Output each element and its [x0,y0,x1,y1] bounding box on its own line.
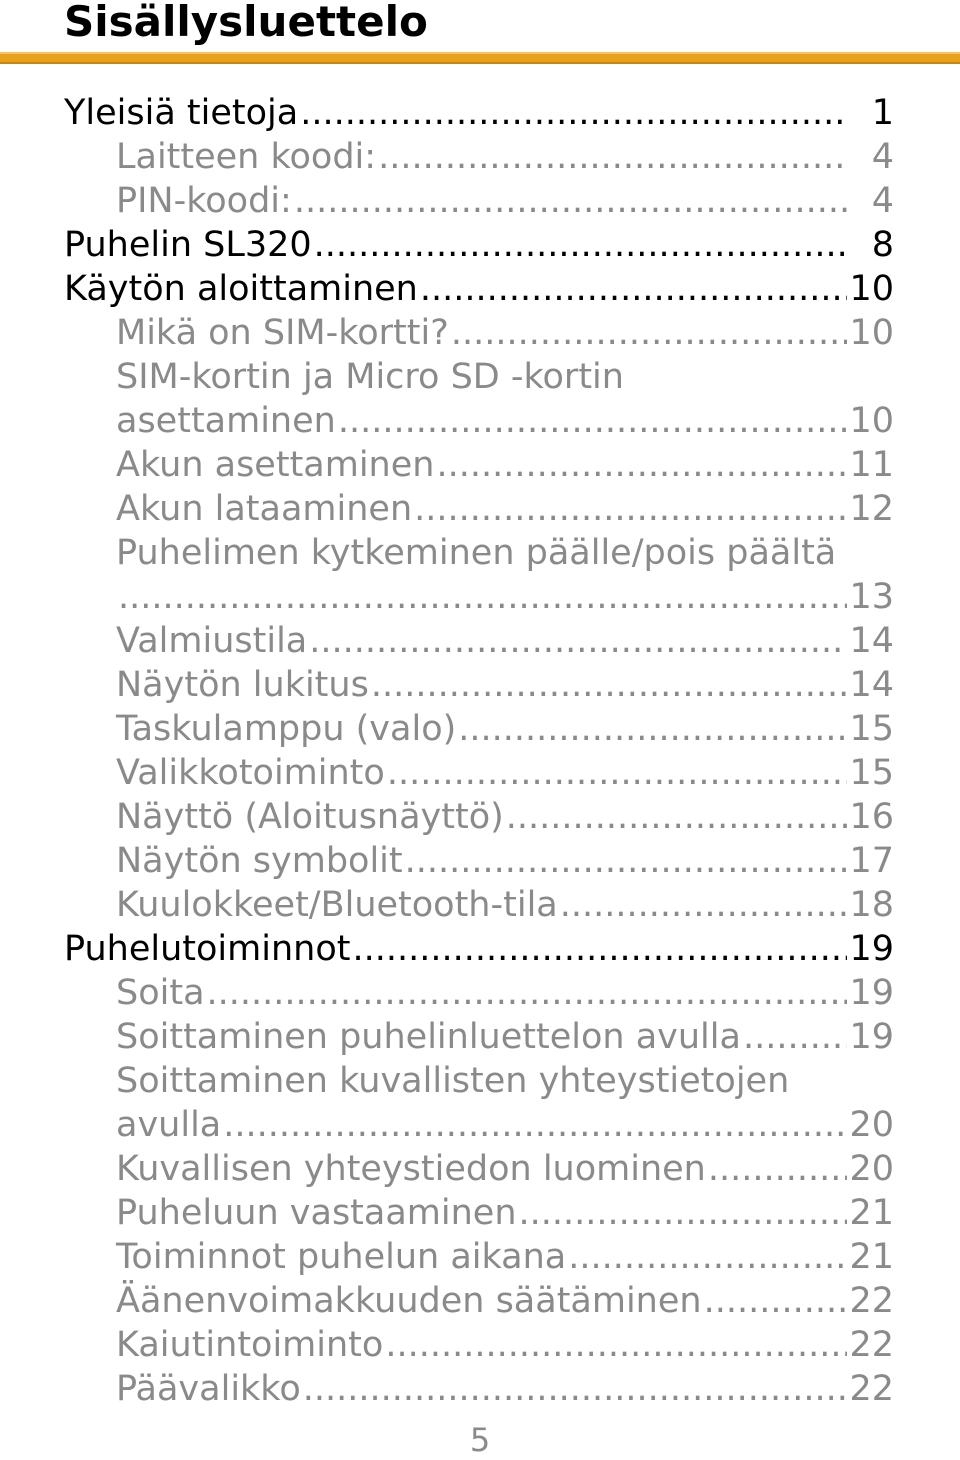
toc-section-link[interactable] [116,1279,894,1323]
dot-leader [420,267,848,311]
toc-entry[interactable] [0,839,960,883]
toc-entry-text: Yleisiä tietoja [64,93,299,133]
toc-section-link[interactable] [116,883,894,927]
toc-entry-text: Soittaminen kuvallisten yhteystietojen [116,1061,790,1101]
dot-leader [560,883,848,927]
toc-page-number: 19 [849,973,894,1013]
dot-leader [704,1279,848,1323]
toc-page-number: 22 [849,1281,894,1321]
toc-entry[interactable] [0,619,960,663]
dot-leader [223,1103,847,1147]
toc-page-number: 19 [849,1017,894,1057]
toc-entry[interactable] [0,443,960,487]
toc-entry[interactable] [0,223,960,267]
toc-entry[interactable] [0,971,960,1015]
title-underline [0,52,960,64]
toc-entry-text: Toiminnot puhelun aikana [116,1237,567,1277]
toc-entry-text: asettaminen [116,401,336,441]
toc-section-link[interactable] [116,487,894,531]
toc-page-number: 21 [849,1193,894,1233]
dot-leader [506,795,848,839]
toc-page-number: 20 [849,1149,894,1189]
toc-section-link[interactable] [116,443,894,487]
toc-chapter-link[interactable] [64,927,894,971]
toc-page-number: 15 [849,709,894,749]
toc-entry-text: Puhelin SL320 [64,225,312,265]
toc-entry[interactable] [0,1279,960,1323]
dot-leader [708,1147,848,1191]
toc-page-number: 19 [849,929,894,969]
toc-entry[interactable] [0,1147,960,1191]
toc-entry[interactable] [0,1235,960,1279]
toc-entry[interactable] [0,1191,960,1235]
toc-section-link[interactable] [116,1191,894,1235]
toc-entry-text: Taskulamppu (valo) [116,709,457,749]
toc-page-number: 4 [871,137,894,177]
toc-entry-text: Soittaminen puhelinluettelon avulla [116,1017,741,1057]
toc-section-link[interactable] [116,619,894,663]
toc-entry[interactable] [0,1367,960,1411]
toc-entry-text: Puhelutoiminnot [64,929,351,969]
toc-page-number: 17 [849,841,894,881]
dot-leader [207,971,848,1015]
toc-page-number: 22 [849,1325,894,1365]
dot-leader [743,1015,848,1059]
toc-entry[interactable] [0,883,960,927]
toc-entry-text: Akun lataaminen [116,489,413,529]
toc-entry[interactable] [0,91,960,135]
toc-entry-text: Äänenvoimakkuuden säätäminen [116,1281,702,1321]
dot-leader [519,1191,848,1235]
toc-page-number: 14 [849,665,894,705]
toc-entry[interactable] [0,135,960,179]
toc-entry-text: Mikä on SIM-kortti? [116,313,449,353]
toc-entry[interactable] [0,267,960,311]
toc-section-link[interactable] [116,1103,894,1147]
toc-page-number: 11 [849,445,894,485]
toc-entry[interactable] [0,707,960,751]
toc-page-number: 8 [871,225,894,265]
toc-page-number: 18 [849,885,894,925]
toc-page-number: 10 [849,313,894,353]
toc-entry[interactable] [0,663,960,707]
toc-page-number: 4 [871,181,894,221]
dot-leader [303,1367,848,1411]
toc-entry[interactable] [0,795,960,839]
toc-entry-text: Näytön lukitus [116,665,369,705]
toc-entry[interactable] [0,751,960,795]
dot-leader [294,179,848,223]
dot-leader [451,311,848,355]
toc-section-link[interactable] [116,1367,894,1411]
toc-entry-text: Puheluun vastaaminen [116,1193,517,1233]
toc-entry-wrapped-line [0,531,960,575]
toc-entry-text: SIM-kortin ja Micro SD -kortin [116,357,624,397]
toc-page-number: 1 [871,93,894,133]
dot-leader [338,399,848,443]
toc-page-number: 13 [849,577,894,617]
toc-entry-text: Näytön symbolit [116,841,403,881]
toc-section-link[interactable] [116,179,894,223]
toc-entry-text: avulla [116,1105,222,1145]
toc-page-number: 16 [849,797,894,837]
toc-section-link[interactable] [116,839,894,883]
toc-entry[interactable] [0,1103,960,1147]
toc-entry[interactable] [0,487,960,531]
toc-entry[interactable] [0,179,960,223]
toc-section-link[interactable] [116,135,894,179]
toc-entry-text: Soita [116,973,205,1013]
toc-section-link[interactable] [116,707,894,751]
toc-entry[interactable] [0,1323,960,1367]
toc-chapter-link[interactable] [64,267,894,311]
toc-page-number: 20 [849,1105,894,1145]
toc-entry-text: Päävalikko [116,1369,301,1409]
dot-leader [352,927,847,971]
table-of-contents [0,91,960,1411]
toc-entry-text: Näyttö (Aloitusnäyttö) [116,797,504,837]
toc-entry-wrapped-line [0,355,960,399]
dot-leader [568,1235,847,1279]
toc-page-number: 22 [849,1369,894,1409]
dot-leader [387,751,848,795]
toc-entry-text: Käytön aloittaminen [64,269,418,309]
toc-section-link[interactable] [116,311,894,355]
toc-entry-text: Kaiutintoiminto [116,1325,384,1365]
toc-entry[interactable] [0,311,960,355]
dot-leader [458,707,847,751]
toc-section-link[interactable] [116,1147,894,1191]
dot-leader [309,619,847,663]
toc-entry-text: PIN-koodi: [116,181,292,221]
toc-entry-text: Akun asettaminen [116,445,435,485]
toc-entry-text: Puhelimen kytkeminen päälle/pois päältä [116,533,837,573]
toc-section-link[interactable] [116,751,894,795]
toc-section-link[interactable] [116,795,894,839]
toc-section-link[interactable] [116,399,894,443]
toc-section-link[interactable] [116,663,894,707]
dot-leader [414,487,847,531]
dot-leader [371,663,848,707]
toc-entry[interactable] [0,399,960,443]
toc-entry[interactable] [0,927,960,971]
dot-leader [118,575,847,619]
toc-chapter-link[interactable] [64,223,894,267]
toc-entry-wrapped-line [0,1059,960,1103]
toc-page-number: 21 [849,1237,894,1277]
toc-section-link[interactable] [116,1323,894,1367]
toc-page-number: 10 [849,269,894,309]
toc-page-number: 15 [849,753,894,793]
toc-section-link[interactable] [116,971,894,1015]
dot-leader [436,443,847,487]
toc-entry-text: Kuulokkeet/Bluetooth-tila [116,885,558,925]
dot-leader [378,135,848,179]
dot-leader [300,91,848,135]
dot-leader [314,223,848,267]
dot-leader [405,839,848,883]
toc-section-link[interactable] [116,1015,894,1059]
toc-chapter-link[interactable] [64,91,894,135]
toc-entry[interactable] [0,1015,960,1059]
toc-section-link[interactable] [116,575,894,619]
toc-entry-text: Valikkotoiminto [116,753,385,793]
toc-page-number: 10 [849,401,894,441]
toc-entry-text: Laitteen koodi: [116,137,377,177]
toc-entry-text: Kuvallisen yhteystiedon luominen [116,1149,706,1189]
toc-entry-text: Valmiustila [116,621,308,661]
page-number: 5 [469,1421,491,1459]
page-title: Sisällysluettelo [64,0,428,46]
toc-entry[interactable] [0,575,960,619]
toc-page-number: 14 [849,621,894,661]
dot-leader [385,1323,847,1367]
toc-section-link[interactable] [116,1235,894,1279]
toc-page-number: 12 [849,489,894,529]
